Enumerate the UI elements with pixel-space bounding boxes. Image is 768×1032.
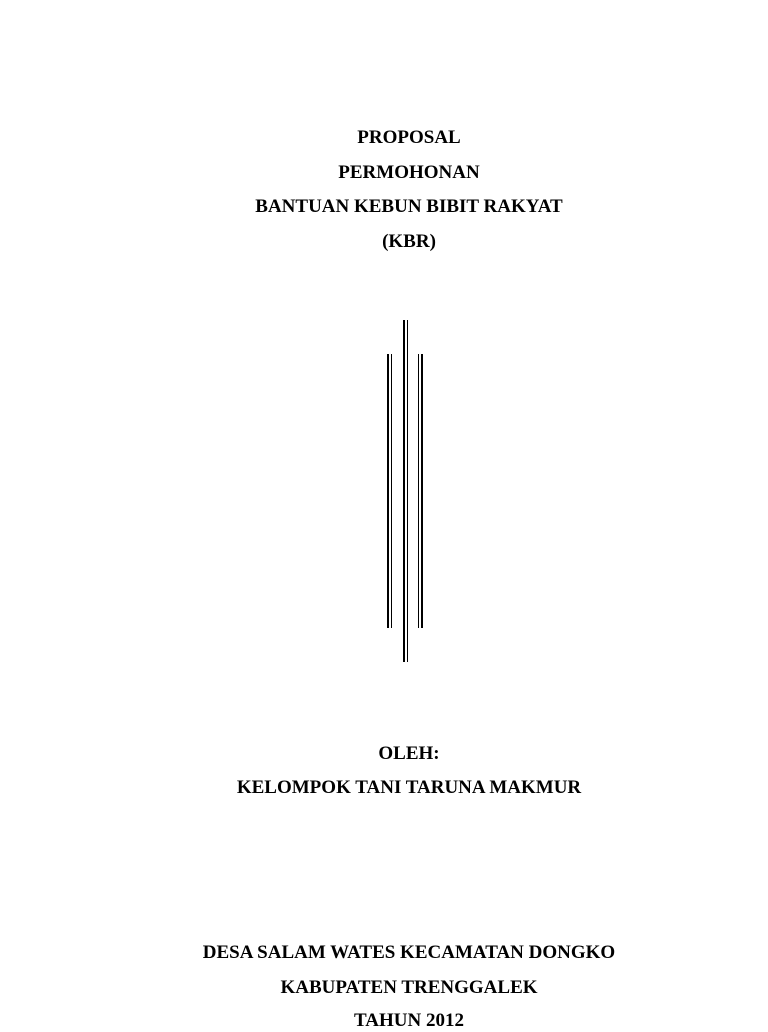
author-label: OLEH: — [378, 743, 440, 764]
title-proposal: PROPOSAL — [357, 127, 461, 148]
title-abbreviation: (KBR) — [382, 231, 436, 252]
vertical-lines-ornament-icon — [380, 318, 440, 664]
footer-village: DESA SALAM WATES KECAMATAN DONGKO — [202, 942, 616, 963]
title-program: BANTUAN KEBUN BIBIT RAKYAT — [255, 196, 563, 217]
footer-year: TAHUN 2012 — [354, 1010, 464, 1031]
title-permohonan: PERMOHONAN — [338, 162, 480, 183]
footer-regency: KABUPATEN TRENGGALEK — [280, 977, 538, 998]
author-name: KELOMPOK TANI TARUNA MAKMUR — [236, 777, 582, 798]
